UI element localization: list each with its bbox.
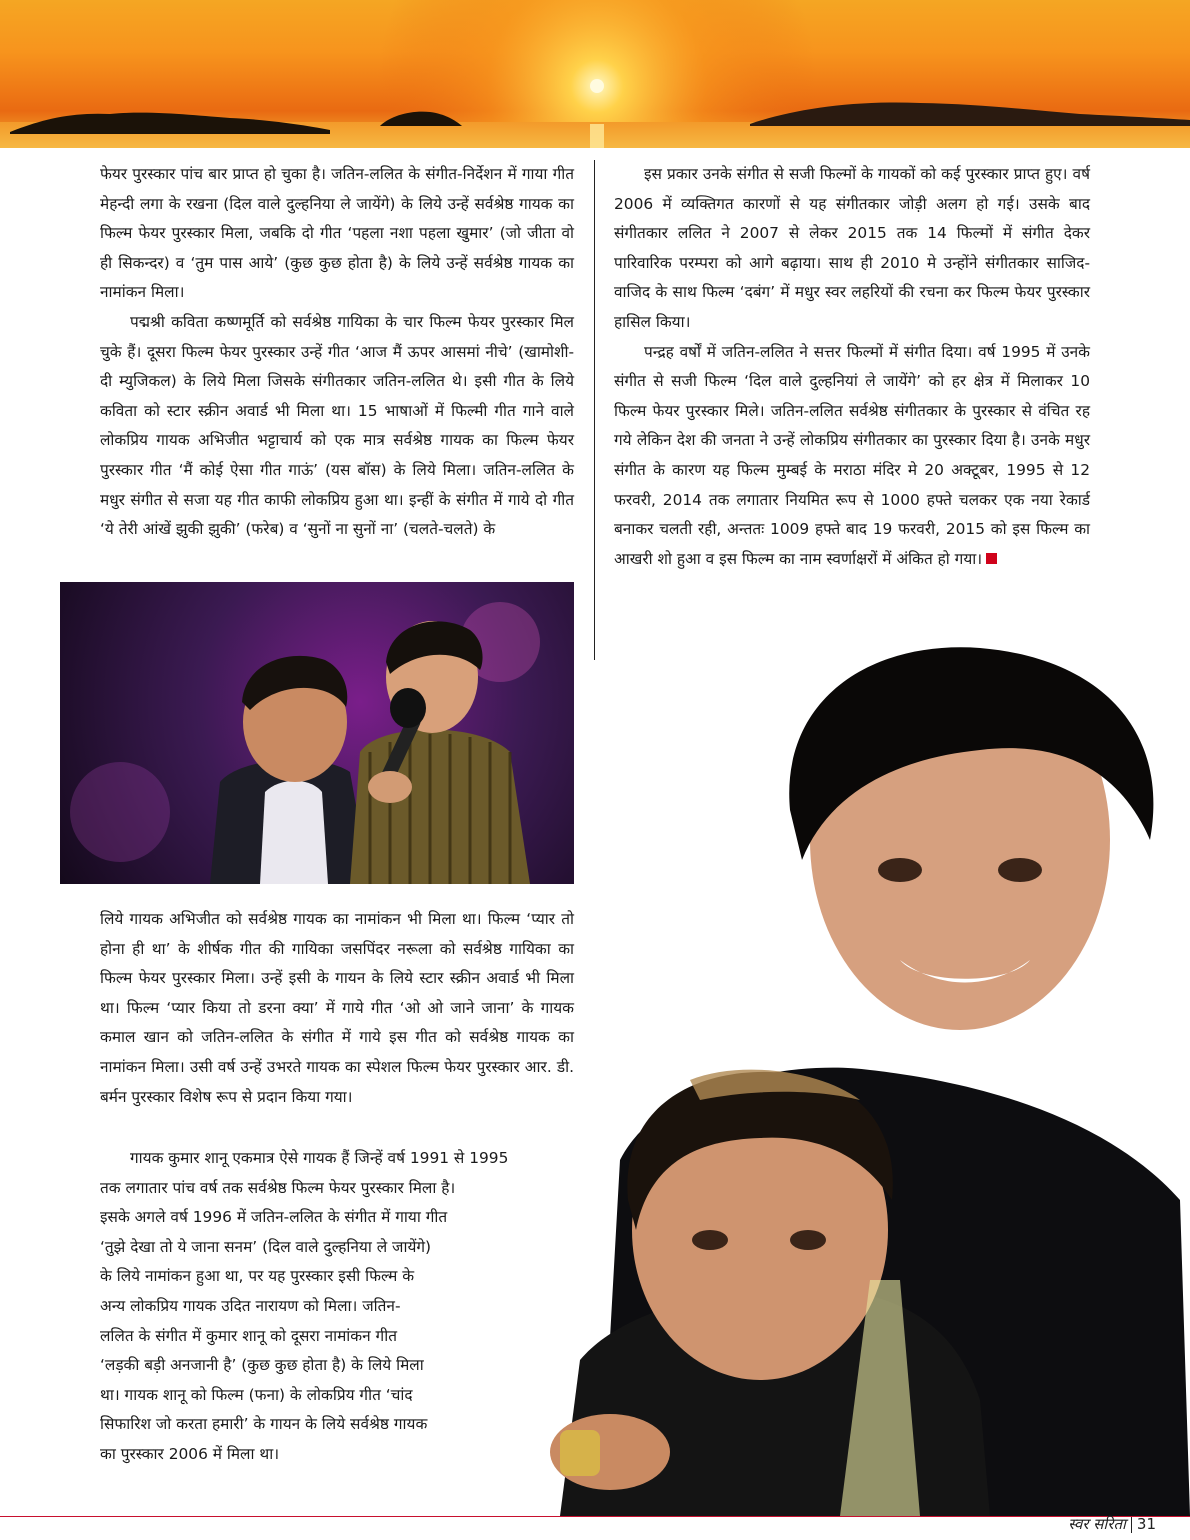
footer-separator (1131, 1517, 1132, 1533)
paragraph: पद्मश्री कविता कष्णमूर्ति को सर्वश्रेष्ठ गायिका के चार फिल्म फेयर पुरस्कार मिल चुके हैं। दूसरा फिल्म फेयर पुरस्कार उन्हें गीत ‘आज मैं ऊपर आसमां नीचे’ (खामोशी-दी म्युजिकल) के लिये मिला जिसके संगीतकार जतिन-ललित थे। इसी गीत के लिये कविता को स्टार स्क्रीन अवार्ड भी मिला था। 15 भाषाओं में फिल्मी गीत गाने वाले लोकप्रिय गायक अभिजीत भट्टाचार्य को एक मात्र सर्वश्रेष्ठ गायक का फिल्म फेयर पुरस्कार गीत ‘मैं कोई ऐसा गीत गाऊं’ (यस बॉस) के लिये मिला। जतिन-ललित के मधुर संगीत से सजा यह गीत काफी लोकप्रिय हुआ था। इन्हीं के संगीत में गाये दो गीत ‘ये तेरी आंखें झुकी झुकी’ (फरेब) व ‘सुनों ना सुनों ना’ (चलते-चलते) के (100, 312, 574, 539)
footer-rule (0, 1516, 1190, 1517)
text-line: था। गायक शानू को फिल्म (फना) के लोकप्रिय गीत ‘चांद (100, 1385, 413, 1404)
text-line: ‘लड़की बड़ी अनजानी है’ (कुछ कुछ होता है) के लिये मिला (100, 1356, 424, 1375)
text-line: इसके अगले वर्ष 1996 में जतिन-ललित के संगीत में गाया गीत (100, 1208, 448, 1227)
sun-shape (590, 79, 604, 93)
sunset-illustration (0, 0, 1190, 148)
portrait-photo (540, 640, 1190, 1516)
text-line: गायक कुमार शानू एकमात्र ऐसे गायक हैं जिन्हें वर्ष 1991 से 1995 (130, 1149, 509, 1167)
end-of-article-mark (986, 553, 997, 564)
left-column-bottom (100, 905, 574, 1112)
text-line: तक लगातार पांच वर्ष तक सर्वश्रेष्ठ फिल्म फेयर पुरस्कार मिला है। (100, 1178, 456, 1197)
magazine-name: स्वर सरिता (1068, 1515, 1126, 1533)
text-line: ललित के संगीत में कुमार शानू को दूसरा नामांकन गीत (100, 1326, 397, 1345)
text-line: अन्य लोकप्रिय गायक उदित नारायण को मिला। जतिन- (100, 1296, 401, 1315)
stage-photo (60, 582, 574, 884)
paragraph: पन्द्रह वर्षों में जतिन-ललित ने सत्तर फिल्मों में संगीत दिया। वर्ष 1995 में उनके संगीत से सजी फिल्म ‘दिल वाले दुल्हनियां ले जायेंगे’ को हर क्षेत्र में मिलाकर 10 फिल्म फेयर पुरस्कार मिले। जतिन-ललित सर्वश्रेष्ठ संगीतकार के पुरस्कार से वंचित रह गये लेकिन देश की जनता ने उन्हें लोकप्रिय संगीतकार का पुरस्कार दिया है। उनके मधुर संगीत के कारण यह फिल्म मुम्बई के मराठा मंदिर मे 20 अक्टूबर, 1995 से 12 फरवरी, 2014 तक लगातार नियमित रूप से 1000 हफ्ते चलकर एक नया रेकार्ड बनाकर चलती रही, अन्ततः 1009 हफ्ते बाद 19 फरवरी, 2015 को इस फिल्म का आखरी शो हुआ व इस फिल्म का नाम स्वर्णाक्षरों में अंकित हो गया। (614, 342, 1090, 568)
left-column-top (100, 160, 574, 545)
text-line: के लिये नामांकन हुआ था, पर यह पुरस्कार इसी फिल्म के (100, 1267, 415, 1286)
left-column-tail (100, 1144, 574, 1470)
text-line: ‘तुझे देखा तो ये जाना सनम’ (दिल वाले दुल्हनिया ले जायेंगे) (100, 1237, 432, 1256)
page-number: 31 (1136, 1515, 1156, 1533)
page-footer (1068, 1514, 1156, 1534)
paragraph: इस प्रकार उनके संगीत से सजी फिल्मों के गायकों को कई पुरस्कार प्राप्त हुए। वर्ष 2006 में व्यक्तिगत कारणों से यह संगीतकार जोड़ी अलग हो गई। उसके बाद संगीतकार ललित ने 2007 से लेकर 2015 तक 14 फिल्मों में संगीत देकर पारिवारिक परम्परा को आगे बढ़ाया। साथ ही 2010 मे उन्होंने संगीतकार साजिद-वाजिद के साथ फिल्म ‘दबंग’ में मधुर स्वर लहरियों की रचना कर फिल्म फेयर पुरस्कार हासिल किया। (614, 165, 1090, 331)
sunset-banner-photo (0, 0, 1190, 148)
right-column (614, 160, 1090, 574)
paragraph-with-end-mark (614, 338, 1090, 575)
text-line: का पुरस्कार 2006 में मिला था। (100, 1444, 280, 1463)
paragraph: लिये गायक अभिजीत को सर्वश्रेष्ठ गायक का नामांकन भी मिला था। फिल्म ‘प्यार तो होना ही था’ के शीर्षक गीत की गायिका जसपिंदर नरूला को सर्वश्रेष्ठ गायिका का फिल्म फेयर पुरस्कार मिला। उन्हें इसी के गायन के लिये स्टार स्क्रीन अवार्ड भी मिला था। फिल्म ‘प्यार किया तो डरना क्या’ में गाये गीत ‘ओ ओ जाने जाना’ के गायक कमाल खान को जतिन-ललित के संगीत में गाये इस गीत को सर्वश्रेष्ठ गायक का नामांकन मिला। उसी वर्ष उन्हें उभरते गायक का स्पेशल फिल्म फेयर पुरस्कार आर. डी. बर्मन पुरस्कार विशेष रूप से प्रदान किया गया। (100, 910, 574, 1106)
column-divider (594, 160, 595, 660)
text-line: सिफारिश जो करता हमारी’ के गायन के लिये सर्वश्रेष्ठ गायक (100, 1415, 428, 1434)
paragraph: फेयर पुरस्कार पांच बार प्राप्त हो चुका है। जतिन-ललित के संगीत-निर्देशन में गाया गीत मेहन्दी लगा के रखना (दिल वाले दुल्हनिया ले जायेंगे) के लिये उन्हें सर्वश्रेष्ठ गायक का फिल्म फेयर पुरस्कार मिला, जबकि दो गीत ‘पहला नशा पहला खुमार’ (जो जीता वो ही सिकन्दर) व ‘तुम पास आये’ (कुछ कुछ होता है) के लिये उन्हें सर्वश्रेष्ठ गायक का नामांकन मिला। (100, 165, 574, 302)
